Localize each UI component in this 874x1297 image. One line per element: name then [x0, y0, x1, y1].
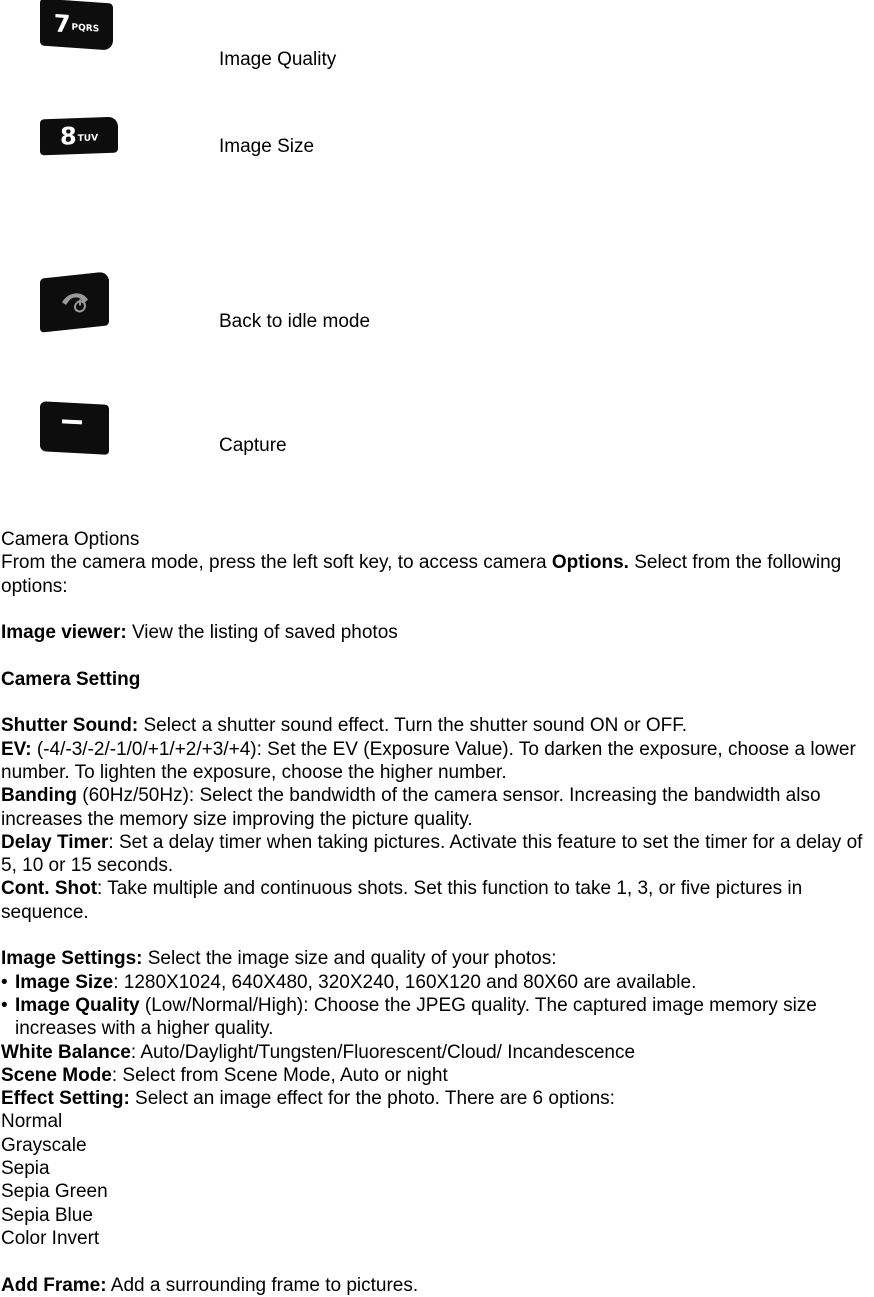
- white-balance-item: [1, 1041, 874, 1064]
- key-8-letters: TUV: [77, 133, 99, 145]
- effect-option: Sepia: [1, 1158, 50, 1180]
- effect-option: Sepia Blue: [1, 1204, 93, 1226]
- ev-item: [1, 738, 874, 785]
- effect-setting-item: [1, 1087, 874, 1110]
- intro-text-1: From the camera mode, press the left soft key, to access camera: [1, 552, 552, 574]
- end-call-icon: [58, 285, 92, 319]
- intro-options-term: Options.: [551, 552, 629, 574]
- key-8-label: Image Size: [219, 136, 315, 157]
- section-heading: Camera Options: [1, 529, 140, 550]
- key-7-icon: [40, 0, 113, 51]
- effect-setting-term: Effect Setting:: [1, 1088, 130, 1110]
- image-size-text: : 1280X1024, 640X480, 320X240, 160X120 and 80X60 are available.: [113, 971, 697, 993]
- bullet-icon: •: [1, 971, 8, 993]
- cont-shot-item: [1, 877, 874, 924]
- effect-option: Sepia Green: [1, 1181, 108, 1203]
- white-balance-term: White Balance: [1, 1041, 131, 1063]
- end-key-label: Back to idle mode: [219, 311, 371, 332]
- delay-timer-term: Delay Timer: [1, 831, 109, 853]
- minus-icon: [62, 419, 82, 424]
- end-call-key-icon: [40, 271, 109, 332]
- scene-mode-term: Scene Mode: [1, 1064, 112, 1086]
- effect-option: Normal: [1, 1111, 63, 1133]
- shutter-sound-term: Shutter Sound:: [1, 715, 139, 737]
- bullet-icon: •: [1, 994, 8, 1016]
- scene-mode-item: [1, 1064, 874, 1087]
- cont-shot-term: Cont. Shot: [1, 878, 98, 900]
- white-balance-text: : Auto/Daylight/Tungsten/Fluorescent/Cloud/ Incandescence: [130, 1041, 636, 1063]
- cont-shot-text: : Take multiple and continuous shots. Set this function to take 1, 3, or five pictures in sequence.: [1, 878, 803, 923]
- banding-term: Banding: [1, 785, 77, 807]
- shutter-sound-text: Select a shutter sound effect. Turn the shutter sound ON or OFF.: [138, 715, 688, 737]
- image-settings-term: Image Settings:: [1, 948, 143, 970]
- intro-paragraph: [1, 551, 874, 598]
- effect-option: Grayscale: [1, 1134, 87, 1156]
- add-frame-text: Add a surrounding frame to pictures.: [106, 1274, 419, 1296]
- effect-option: Color Invert: [1, 1227, 100, 1249]
- banding-text: (60Hz/50Hz): Select the bandwidth of the camera sensor. Increasing the bandwidth also increases the memory size improving the picture quality.: [1, 785, 821, 830]
- soft-key-icon: [40, 401, 109, 455]
- ev-text: (-4/-3/-2/-1/0/+1/+2/+3/+4): Set the EV (Exposure Value). To darken the exposure, choose a lower number. To lighten the exposure, choose the higher number.: [1, 738, 856, 783]
- banding-item: [1, 784, 874, 831]
- effect-setting-text: Select an image effect for the photo. There are 6 options:: [129, 1088, 615, 1110]
- image-size-bullet: [1, 971, 874, 994]
- image-quality-term: Image Quality: [15, 994, 140, 1016]
- image-viewer-text: View the listing of saved photos: [126, 622, 398, 644]
- intro-text-2: Select from the following options:: [1, 552, 842, 597]
- ev-term: EV:: [1, 738, 32, 760]
- add-frame-item: [1, 1274, 874, 1297]
- shutter-sound-item: [1, 714, 874, 737]
- image-viewer-item: [1, 621, 874, 644]
- add-frame-term: Add Frame:: [1, 1274, 107, 1296]
- soft-key-label: Capture: [219, 435, 287, 456]
- delay-timer-item: [1, 831, 874, 878]
- image-viewer-term: Image viewer:: [1, 622, 127, 644]
- key-7-label: Image Quality: [219, 49, 337, 70]
- image-settings-item: [1, 947, 874, 970]
- scene-mode-text: : Select from Scene Mode, Auto or night: [111, 1064, 448, 1086]
- key-8-digit: 8: [59, 122, 77, 151]
- key-7-digit: 7: [53, 8, 71, 39]
- camera-setting-heading: [1, 668, 874, 691]
- image-quality-bullet: [1, 994, 874, 1041]
- image-settings-text: Select the image size and quality of your photos:: [142, 948, 557, 970]
- image-size-term: Image Size: [15, 971, 114, 993]
- image-quality-text: (Low/Normal/High): Choose the JPEG quality. The captured image memory size increases with a higher quality.: [15, 994, 817, 1040]
- key-8-icon: [40, 117, 118, 156]
- key-7-letters: PQRS: [71, 22, 100, 35]
- delay-timer-text: : Set a delay timer when taking pictures. Activate this feature to set the timer for a delay of 5, 10 or 15 seconds.: [1, 831, 863, 877]
- camera-options-section: [1, 528, 874, 1297]
- camera-setting-term: Camera Setting: [1, 668, 141, 690]
